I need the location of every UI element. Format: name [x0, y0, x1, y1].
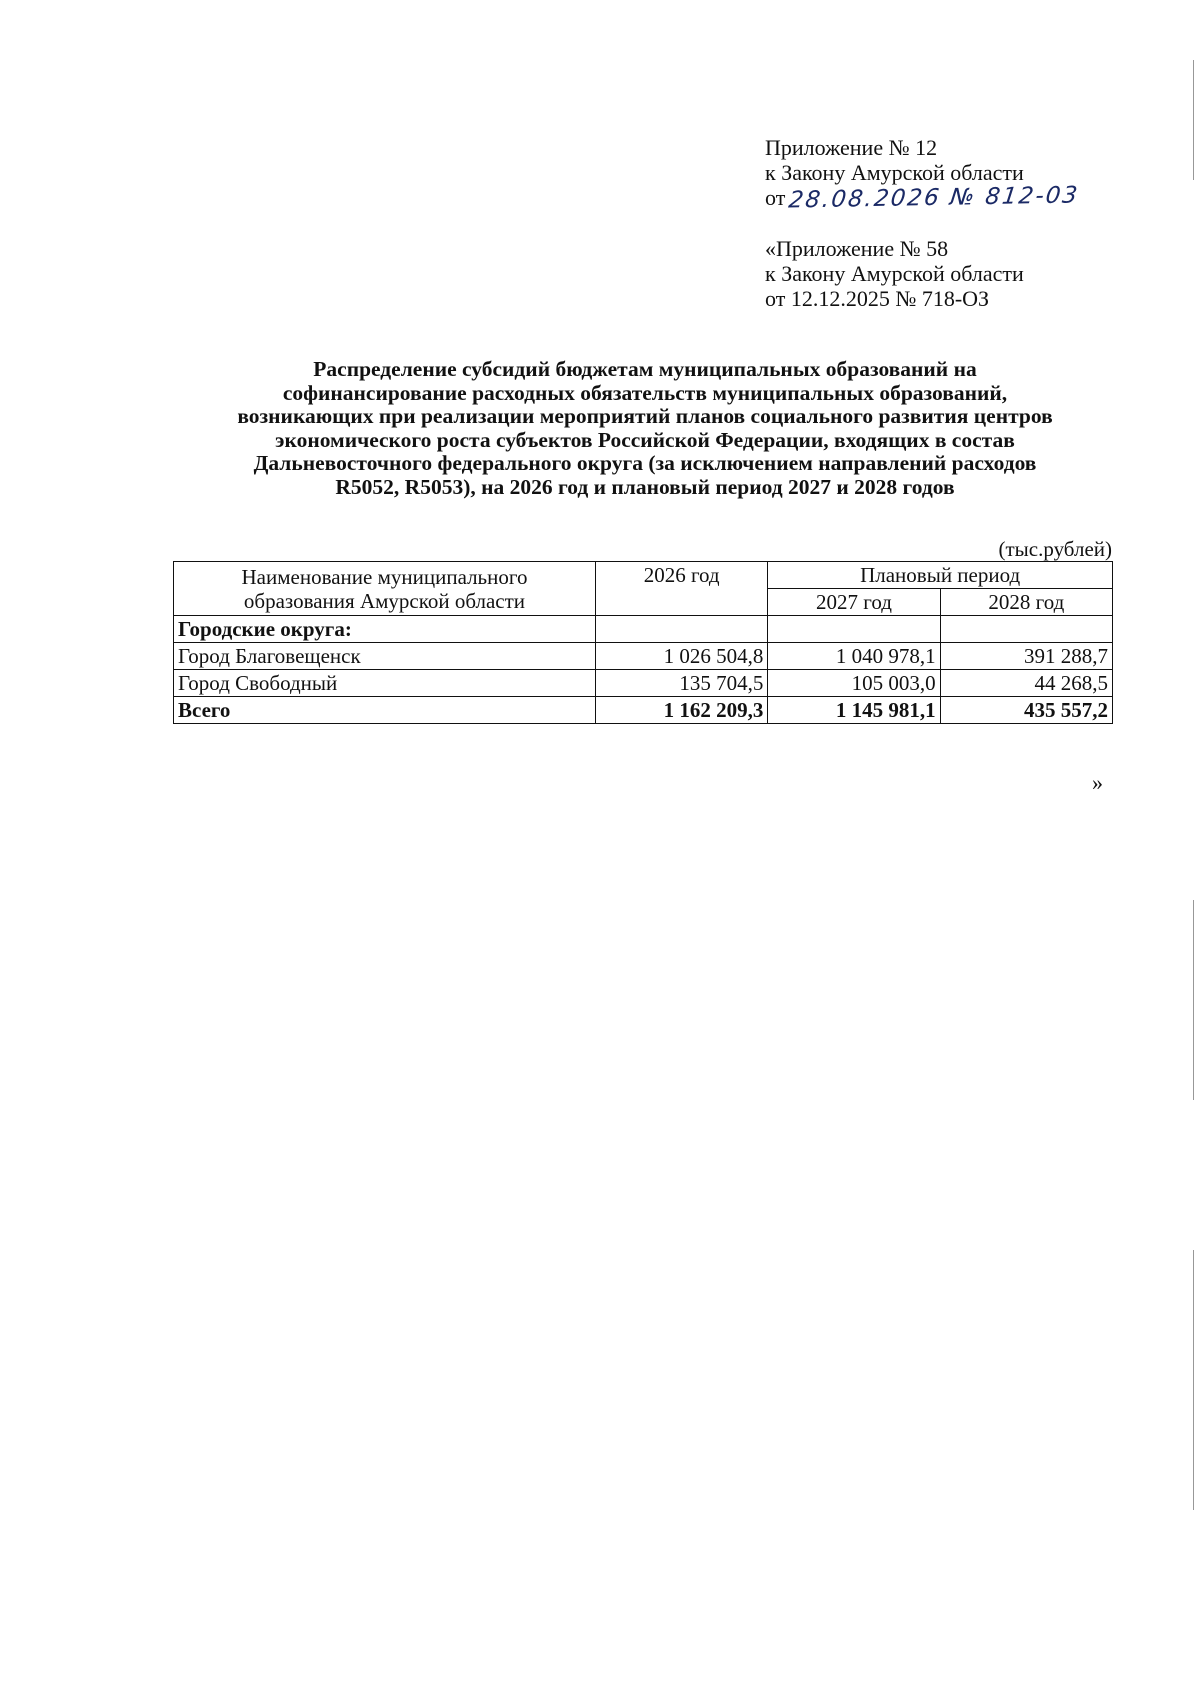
units-label: (тыс.рублей): [998, 537, 1112, 561]
title-line: софинансирование расходных обязательств муниципальных образований,: [282, 380, 1008, 405]
table-group-row: [174, 616, 1113, 643]
row-name: Город Благовещенск: [174, 643, 596, 670]
total-value-2026: 1 162 209,3: [595, 697, 767, 724]
scan-edge-mark: [1193, 1250, 1194, 1510]
scan-edge-mark: [1193, 60, 1194, 180]
header-municipality: [174, 562, 596, 616]
empty-cell: [940, 616, 1112, 643]
amended-appendix-number: «Приложение № 58: [765, 236, 949, 261]
header-municipality-line: Наименование муниципального: [241, 564, 528, 589]
amended-appendix-date: от 12.12.2025 № 718-ОЗ: [765, 286, 990, 311]
title-line: Дальневосточного федерального округа (за исключением направлений расходов: [253, 451, 1037, 475]
header-municipality-line: образования Амурской области: [243, 588, 526, 613]
header-2028: 2028 год: [940, 589, 1112, 616]
table-row: [174, 670, 1113, 697]
row-value-2028: 391 288,7: [940, 643, 1112, 670]
appendix-number: Приложение № 12: [765, 135, 938, 160]
scan-edge-mark: [1193, 900, 1194, 1100]
row-value-2028: 44 268,5: [940, 670, 1112, 697]
title-line: экономического роста субъектов Российской Федерации, входящих в состав: [275, 427, 1015, 452]
title-line: возникающих при реализации мероприятий планов социального развития центров: [237, 404, 1053, 428]
title-line: R5052, R5053), на 2026 год и плановый период 2027 и 2028 годов: [335, 474, 955, 499]
title-line: Распределение субсидий бюджетам муниципальных образований на: [313, 357, 977, 381]
header-2027: 2027 год: [768, 589, 940, 616]
appendix-law-ref: к Закону Амурской области: [765, 160, 1024, 185]
table-row: [174, 643, 1113, 670]
header-planned-period: Плановый период: [768, 562, 1113, 589]
table-header-row: [174, 562, 1113, 589]
row-value-2026: 1 026 504,8: [595, 643, 767, 670]
row-name: Город Свободный: [174, 670, 596, 697]
empty-cell: [595, 616, 767, 643]
total-label: Всего: [174, 697, 596, 724]
amended-appendix-law-ref: к Закону Амурской области: [765, 261, 1024, 286]
header-2026: 2026 год: [595, 562, 767, 616]
row-value-2026: 135 704,5: [595, 670, 767, 697]
handwritten-date-number: 28.08.2026 № 812-03: [787, 182, 1082, 214]
appendix-date-prefix: от: [765, 185, 786, 210]
appendix-header-current: [765, 135, 1082, 214]
table-total-row: [174, 697, 1113, 724]
subsidy-table: [173, 561, 1113, 724]
row-value-2027: 1 040 978,1: [768, 643, 940, 670]
row-value-2027: 105 003,0: [768, 670, 940, 697]
appendix-header-amended: [765, 236, 1024, 311]
appendix-date-line: [765, 182, 1082, 214]
total-value-2027: 1 145 981,1: [768, 697, 940, 724]
group-label: Городские округа:: [174, 616, 596, 643]
closing-quote: »: [1092, 770, 1103, 795]
total-value-2028: 435 557,2: [940, 697, 1112, 724]
document-title: [165, 358, 1125, 499]
empty-cell: [768, 616, 940, 643]
